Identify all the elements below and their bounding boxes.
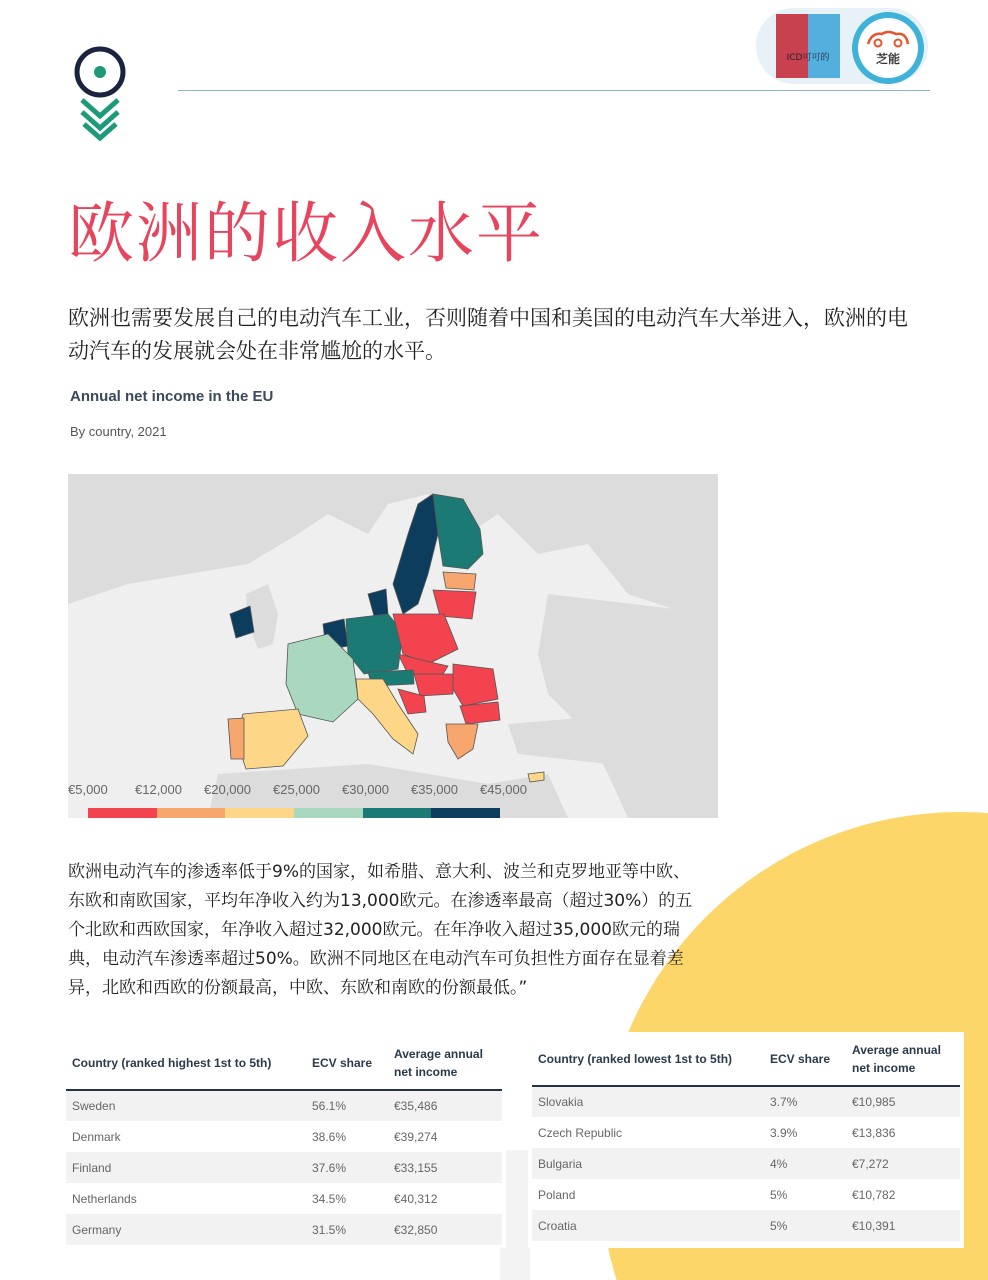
ecv-share-cell: 5% [770,1187,788,1202]
map-country-cyprus [528,772,544,782]
income-cell: €40,312 [394,1191,438,1206]
car-logo-icon [866,30,910,48]
table-row [66,1090,502,1121]
ecv-share-cell: 3.9% [770,1125,798,1140]
legend-label: €30,000 [342,782,389,797]
chart-subtitle: By country, 2021 [70,424,167,439]
intro-paragraph: 欧洲也需要发展自己的电动汽车工业，否则随着中国和美国的电动汽车大举进入，欧洲的电动汽车的发展就会处在非常尴尬的水平。 [68,306,908,363]
income-cell: €10,391 [846,1210,960,1241]
legend-swatch [225,808,294,818]
country-cell: Germany [66,1214,306,1245]
table-card-lowest [528,1032,964,1248]
page-title: 欧洲的收入水平 [68,195,544,272]
map-country-sweden [393,494,438,614]
map-legend-labels [68,782,527,800]
table-row [66,1214,502,1245]
table-row [532,1179,960,1210]
table-lowest-ecv [532,1032,960,1241]
legend-label: €12,000 [135,782,182,797]
income-cell: €13,836 [852,1125,896,1140]
legend-label: €35,000 [411,782,458,797]
income-cell: €32,850 [388,1214,502,1245]
brand-logo-right-text: 芝能 [875,52,900,66]
brand-logo-left [776,14,840,78]
legend-swatch [294,808,363,818]
country-cell: Bulgaria [532,1148,764,1179]
legend-swatch [363,808,432,818]
ecv-share-cell: 34.5% [312,1191,347,1206]
map-country-bulgaria [460,702,500,724]
map-country-germany [346,614,403,674]
country-cell: Sweden [66,1090,306,1121]
country-cell: Netherlands [72,1191,137,1206]
eu-map-svg [68,474,718,818]
income-cell: €35,486 [388,1090,502,1121]
country-cell: Poland [538,1187,576,1202]
income-cell: €33,155 [388,1152,502,1183]
map-land-east [538,594,718,818]
brand-logo-right-inner [858,18,918,78]
country-cell: Slovakia [532,1086,764,1117]
map-country-denmark [368,589,388,616]
legend-swatch [157,808,226,818]
map-land-north [68,474,718,624]
legend-label: €45,000 [480,782,527,797]
income-cell: €10,782 [852,1187,896,1202]
country-cell: Czech Republic [538,1125,623,1140]
column-header-country: Country (ranked highest 1st to 5th) [66,1036,306,1090]
country-cell: Denmark [72,1129,121,1144]
ecv-share-cell: 4% [764,1148,846,1179]
country-cell: Finland [66,1152,306,1183]
legend-label: €5,000 [68,782,108,797]
column-header-income: Average annual net income [846,1032,960,1086]
column-header-ecv-share: ECV share [306,1036,388,1090]
location-chevron-icon [70,44,130,144]
income-cell: €39,274 [394,1129,438,1144]
map-legend-bar [88,808,500,818]
column-header-income: Average annual net income [388,1036,502,1090]
map-country-spain [236,709,308,769]
table-row [66,1152,502,1183]
legend-label: €20,000 [204,782,251,797]
ecv-share-cell: 56.1% [306,1090,388,1121]
ecv-share-cell: 37.6% [306,1152,388,1183]
income-cell: €7,272 [846,1148,960,1179]
country-cell: Croatia [532,1210,764,1241]
map-country-italy [356,679,418,754]
map-country-ireland [230,606,254,638]
ecv-share-cell: 38.6% [312,1129,347,1144]
table-row [66,1183,502,1214]
legend-label: €25,000 [273,782,320,797]
eu-income-map [68,474,718,818]
table-row [66,1121,502,1152]
column-header-country: Country (ranked lowest 1st to 5th) [532,1032,764,1086]
map-country-hungary [414,674,453,696]
table-row [532,1117,960,1148]
table-row [532,1148,960,1179]
ecv-share-cell: 3.7% [764,1086,846,1117]
header-divider [178,90,930,91]
table-row [532,1086,960,1117]
ecv-share-cell: 5% [764,1210,846,1241]
chart-title: Annual net income in the EU [70,388,274,405]
income-cell: €10,985 [846,1086,960,1117]
legend-swatch [88,808,157,818]
brand-logo-left-text: ICD可可的 [786,53,830,63]
map-country-estonia [443,572,476,590]
legend-swatch [431,808,500,818]
map-country-portugal [228,718,244,759]
table-highest-ecv [66,1036,502,1245]
body-paragraph: 欧洲电动汽车的渗透率低于9%的国家，如希腊、意大利、波兰和克罗地亚等中欧、东欧和南欧国家，平均年净收入约为13,000欧元。在渗透率最高（超过30%）的五个北欧和西欧国家，年净收入超过32,000欧元。在年净收入超过35,000欧元的瑞典，电动汽车渗透率超过50%。欧洲不同地区在电动汽车可负担性方面存在显着差异，北欧和西欧的份额最高，中欧、东欧和南欧的份额最低。” [68,862,693,998]
ecv-share-cell: 31.5% [306,1214,388,1245]
map-country-greece [446,724,478,759]
table-row [532,1210,960,1241]
table-card-highest [62,1036,506,1248]
map-country-romania [453,664,498,706]
column-header-ecv-share: ECV share [764,1032,846,1086]
